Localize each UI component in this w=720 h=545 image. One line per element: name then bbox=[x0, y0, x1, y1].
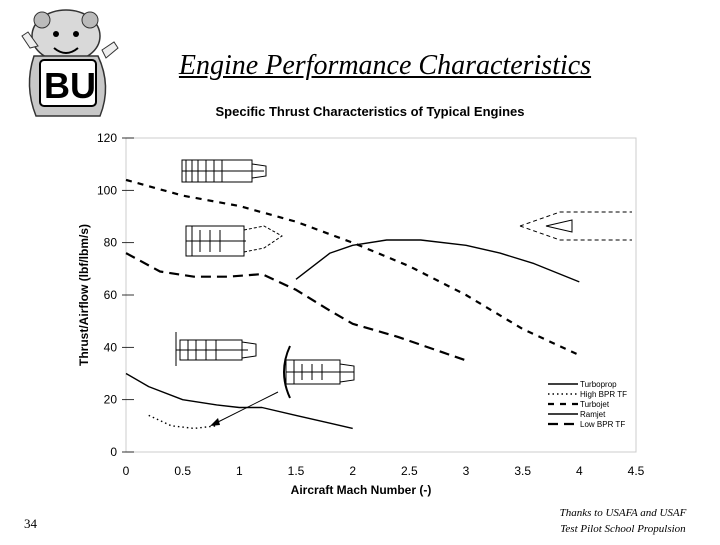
y-tick-label: 120 bbox=[96, 131, 117, 145]
y-axis-label: Thrust/Airflow (lbf/lbm/s) bbox=[77, 224, 91, 366]
y-tick-label: 20 bbox=[103, 392, 117, 407]
y-tick-label: 60 bbox=[103, 288, 117, 302]
series-line-high-bpr-tf bbox=[149, 415, 217, 428]
series-line-turbojet bbox=[126, 180, 579, 355]
x-axis-label: Aircraft Mach Number (-) bbox=[290, 483, 432, 497]
chart-title: Specific Thrust Characteristics of Typical Engines bbox=[215, 104, 525, 119]
legend-label-low-bpr-tf: Low BPR TF bbox=[580, 420, 626, 429]
legend-label-high-bpr-tf: High BPR TF bbox=[580, 390, 627, 399]
plot-area bbox=[126, 138, 636, 452]
series-line-turboprop bbox=[126, 374, 353, 429]
x-tick-label: 4 bbox=[575, 464, 583, 478]
logo-letters: BU bbox=[44, 65, 96, 106]
y-tick-label: 0 bbox=[110, 445, 117, 459]
slide-title: Engine Performance Characteristics bbox=[178, 50, 592, 81]
legend-label-turbojet: Turbojet bbox=[580, 400, 610, 409]
high-bpr-turbofan-sketch-icon bbox=[284, 346, 354, 398]
x-tick-label: 1.5 bbox=[287, 464, 305, 478]
x-tick-label: 3.5 bbox=[514, 464, 532, 478]
series-line-ramjet bbox=[296, 240, 579, 282]
x-tick-label: 3 bbox=[462, 464, 470, 478]
ramjet-engine-sketch-icon bbox=[520, 212, 632, 240]
y-tick-label: 100 bbox=[96, 183, 117, 198]
turbojet-engine-sketch-icon bbox=[182, 160, 266, 182]
x-tick-label: 0.5 bbox=[174, 464, 192, 478]
x-tick-label: 1 bbox=[235, 464, 243, 478]
legend-label-ramjet: Ramjet bbox=[580, 410, 606, 419]
x-tick-label: 4.5 bbox=[627, 464, 645, 478]
x-tick-label: 0 bbox=[122, 464, 130, 478]
y-tick-label: 40 bbox=[103, 340, 117, 355]
credit-line-1: Thanks to USAFA and USAF bbox=[559, 507, 687, 519]
slide-number: 34 bbox=[24, 516, 37, 531]
legend-label-turboprop: Turboprop bbox=[580, 380, 617, 389]
y-tick-label: 80 bbox=[103, 235, 117, 250]
x-tick-label: 2.5 bbox=[400, 464, 418, 478]
low-bpr-turbofan-sketch-icon bbox=[186, 226, 282, 256]
credit-text bbox=[538, 505, 708, 537]
credit-line-2: Test Pilot School Propulsion bbox=[560, 523, 686, 535]
turboprop-engine-sketch-icon bbox=[176, 332, 256, 366]
x-tick-label: 2 bbox=[349, 464, 357, 478]
